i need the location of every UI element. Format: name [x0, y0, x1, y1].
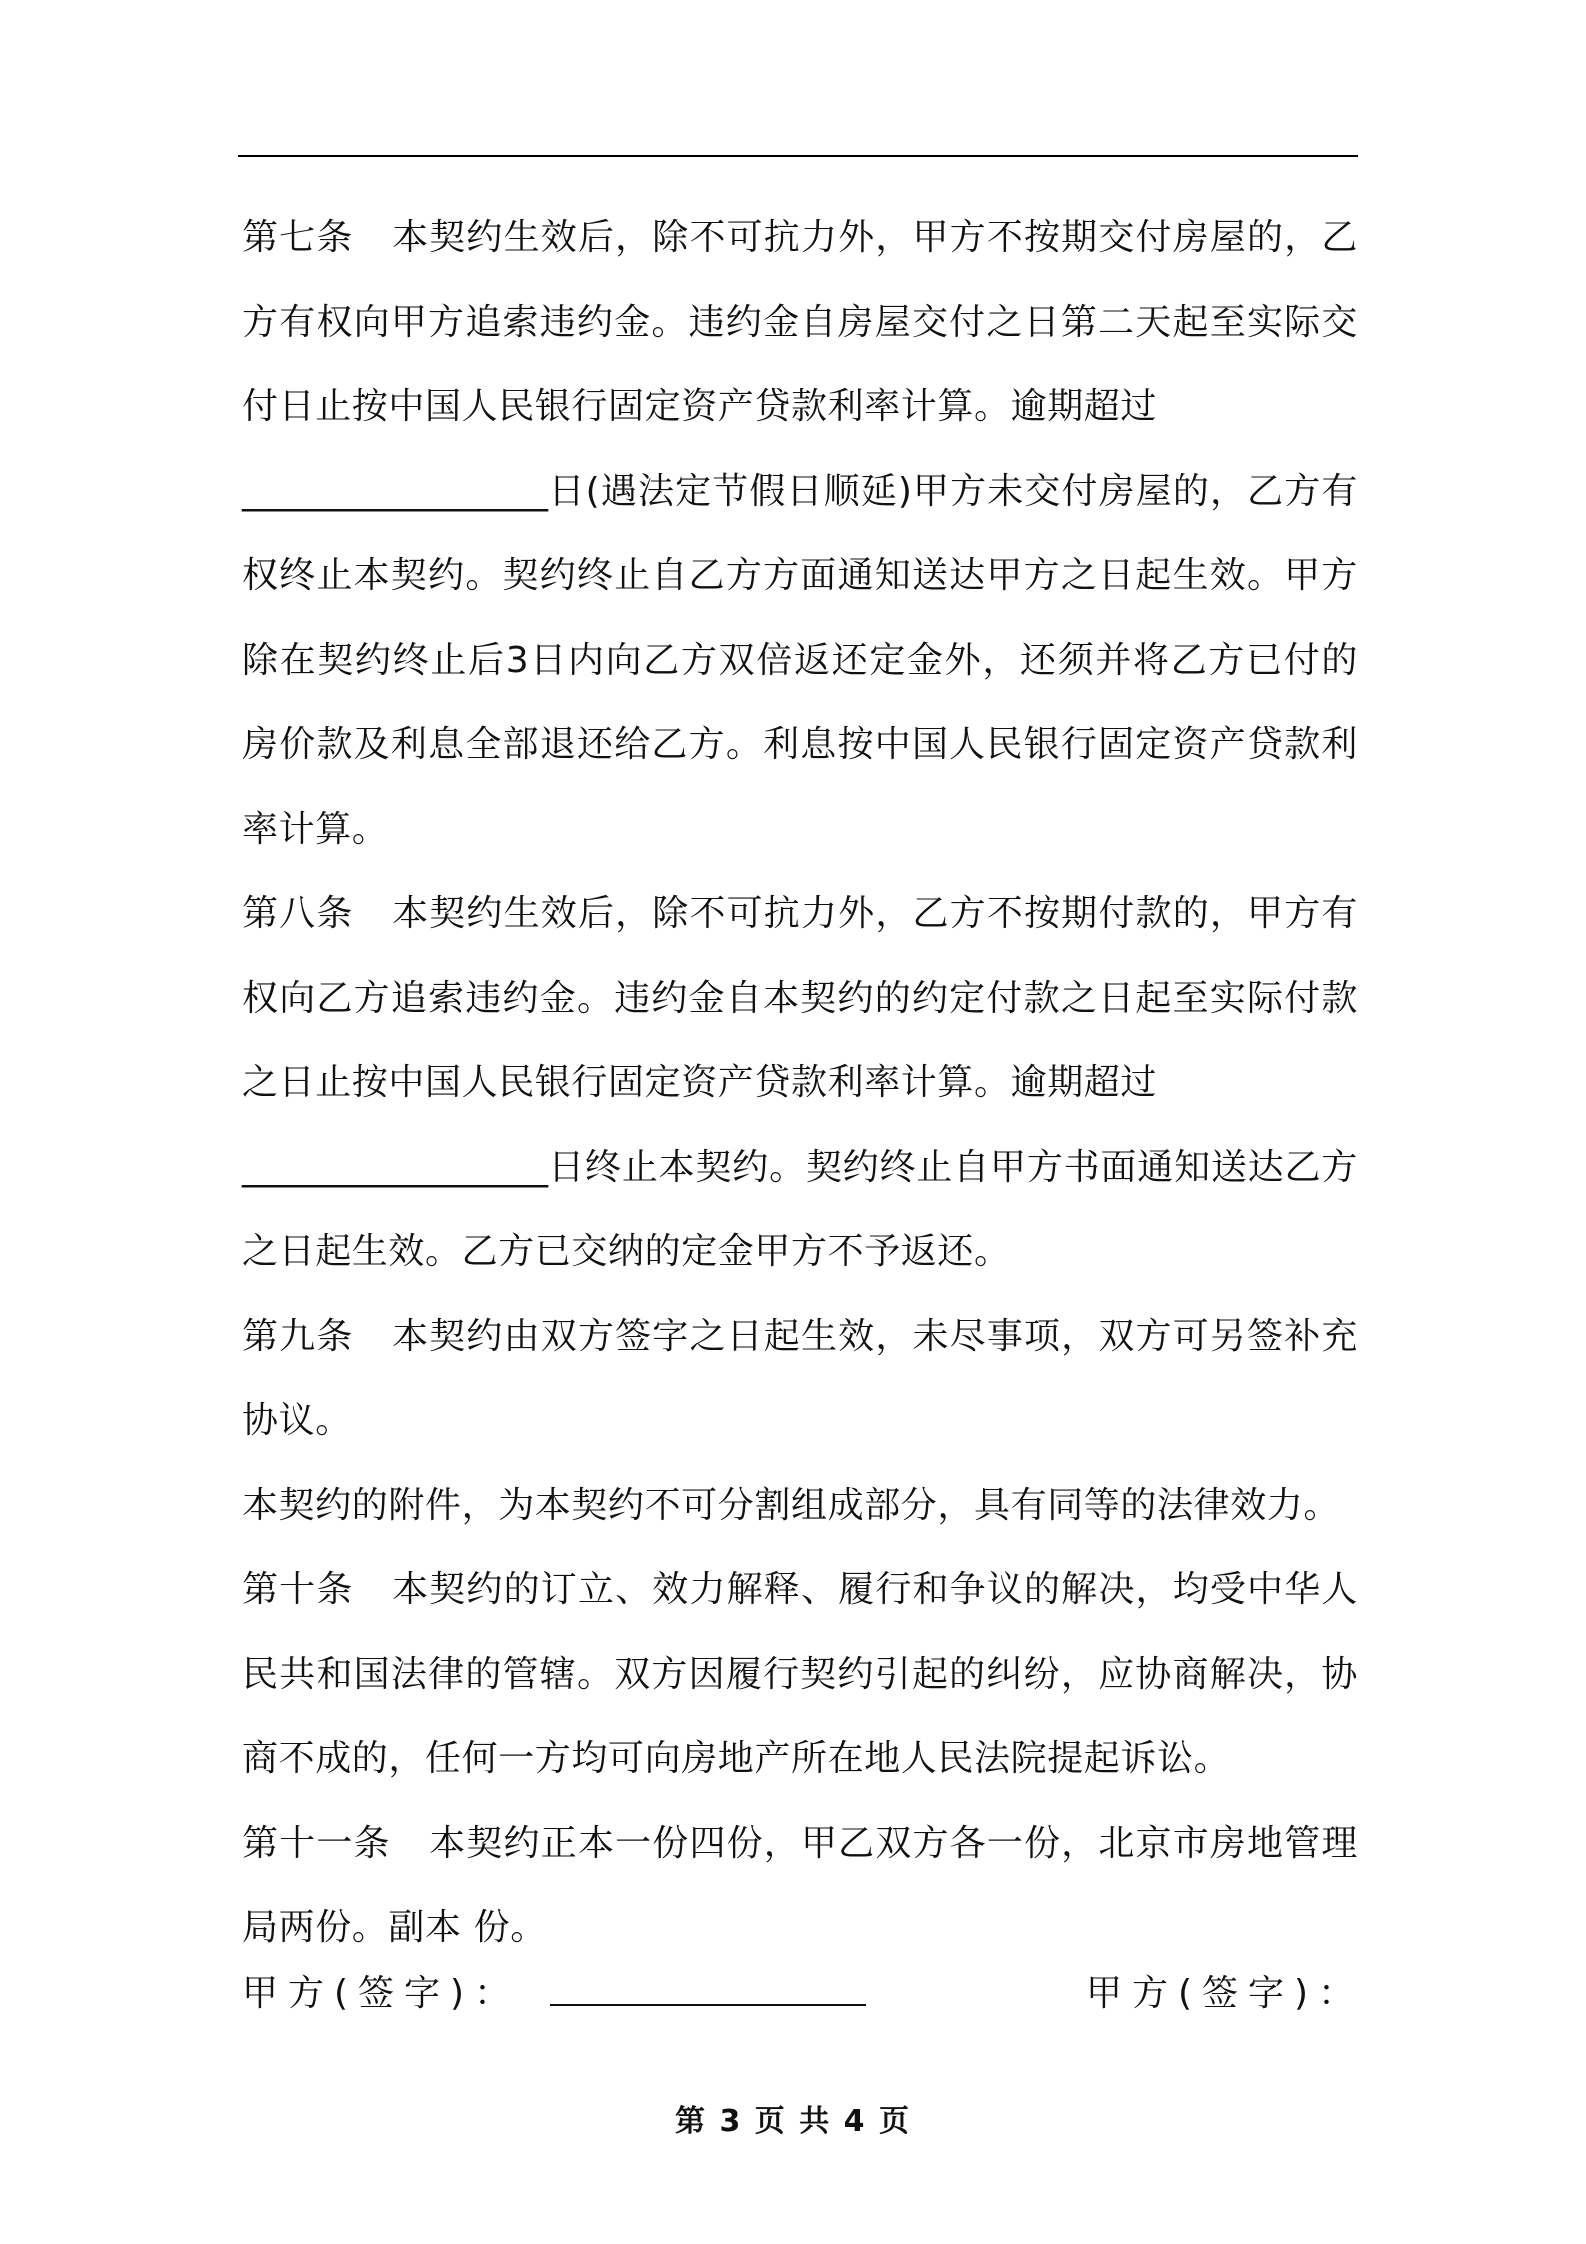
article-7-blank: _________________: [242, 470, 548, 512]
attachment-note: 本契约的附件，为本契约不可分割组成部分，具有同等的法律效力。: [242, 1484, 1341, 1526]
signature-row: [242, 1952, 1365, 2036]
article-11-text: 本契约正本一份四份，甲乙双方各一份，北京市房地管理局两份。副本 份。: [242, 1822, 1358, 1948]
article-9: [242, 1295, 1358, 1464]
article-8-blank: _________________: [242, 1146, 548, 1188]
article-8: [242, 872, 1358, 1295]
second-signature-label: 甲方(签字)：: [1086, 1973, 1365, 2014]
article-11-heading: 第十一条: [242, 1822, 391, 1864]
article-9-heading: 第九条: [242, 1315, 354, 1357]
second-signature: [1086, 1952, 1364, 2036]
article-7-text-a: 本契约生效后，除不可抗力外，甲方不按期交付房屋的，乙方有权向甲方追索违约金。违约金自房屋交付之日第二天起至实际交付日止按中国人民银行固定资产贷款利率计算。逾期超过: [242, 217, 1358, 427]
article-8-text-a: 本契约生效后，除不可抗力外，乙方不按期付款的，甲方有权向乙方追索违约金。违约金自本契约的约定付款之日起至实际付款之日止按中国人民银行固定资产贷款利率计算。逾期超过: [242, 893, 1358, 1103]
article-10: [242, 1548, 1358, 1802]
article-10-heading: 第十条: [242, 1569, 354, 1610]
article-7-text-b: 日(遇法定节假日顺延)甲方未交付房屋的，乙方有权终止本契约。契约终止自乙方方面通知送达甲方之日起生效。甲方除在契约终止后3日内向乙方双倍返还定金外，还须并将乙方已付的房价款及利息全部退还给乙方。利息按中国人民银行固定资产贷款利率计算。: [242, 470, 1358, 850]
party-a-signature: [242, 1952, 866, 2036]
article-11: [242, 1802, 1358, 1971]
page-footer: 第 3 页 共 4 页: [675, 2104, 911, 2139]
party-a-signature-line: [550, 1968, 866, 2006]
article-7-heading: 第七条: [242, 217, 354, 258]
article-9-text: 本契约由双方签字之日起生效，未尽事项，双方可另签补充协议。: [242, 1315, 1358, 1441]
header-rule: [238, 155, 1358, 157]
article-8-text-b: 日终止本契约。契约终止自甲方书面通知送达乙方之日起生效。乙方已交纳的定金甲方不予返还。: [242, 1146, 1358, 1272]
article-10-text: 本契约的订立、效力解释、履行和争议的解决，均受中华人民共和国法律的管辖。双方因履行契约引起的纠纷，应协商解决，协商不成的，任何一方均可向房地产所在地人民法院提起诉讼。: [242, 1569, 1358, 1779]
article-8-heading: 第八条: [242, 893, 354, 934]
contract-body: [242, 196, 1358, 1971]
party-a-signature-label: 甲方(签字)：: [242, 1973, 521, 2014]
article-7: [242, 196, 1358, 872]
